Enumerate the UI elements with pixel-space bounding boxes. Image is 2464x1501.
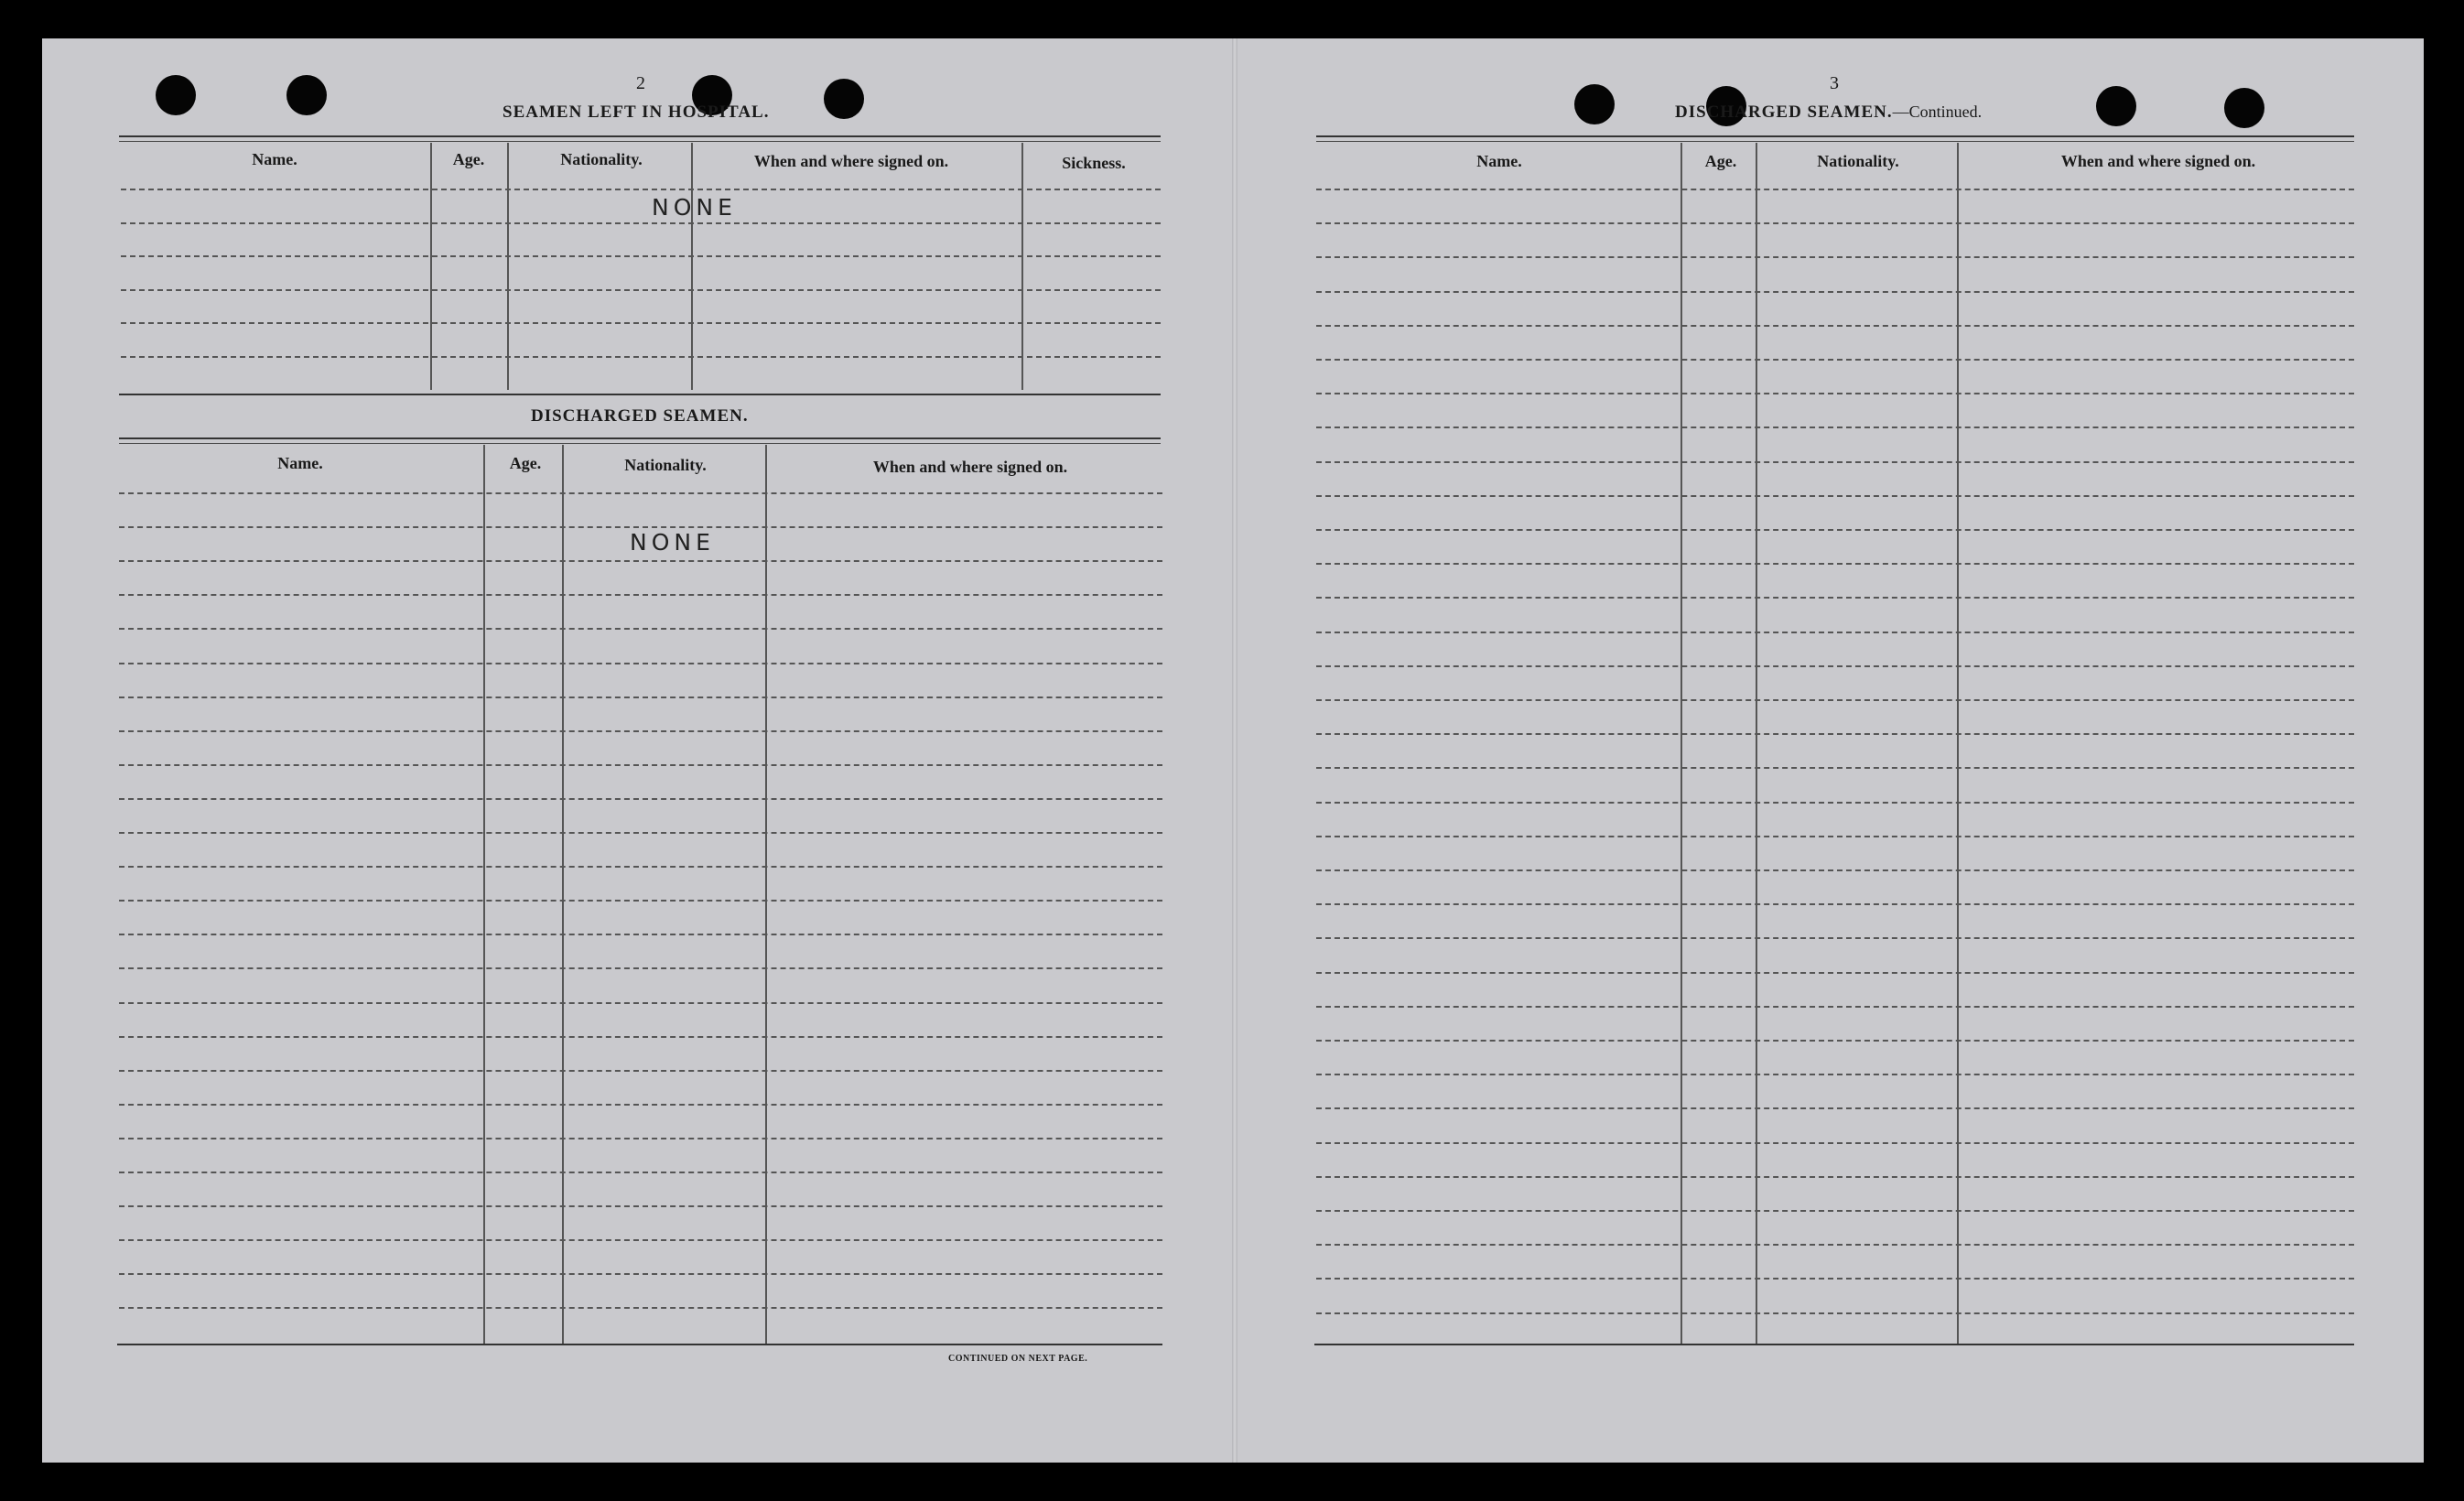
ledger-line [119,900,1162,902]
punch-hole [286,75,327,115]
ledger-line [119,1205,1162,1207]
ledger-line [121,189,1161,190]
ledger-line [119,492,1162,494]
ledger-line [1316,1244,2354,1246]
ledger-line [1316,427,2354,428]
ledger-line [1316,1312,2354,1314]
page-number: 3 [1830,73,1839,93]
ledger-line [1316,972,2354,974]
ledger-line [119,730,1162,732]
column-divider [691,143,693,390]
ledger-line [119,1070,1162,1072]
column-divider [507,143,509,390]
ledger-line [1316,869,2354,871]
ledger-line [1316,1278,2354,1280]
continued-note: CONTINUED ON NEXT PAGE. [948,1354,1088,1364]
ledger-line [119,1239,1162,1241]
ledger-line [119,1104,1162,1106]
ledger-line [119,764,1162,766]
column-header-sickness: Sickness. [1062,154,1126,172]
ledger-line [119,697,1162,698]
column-header-name: Name. [252,150,297,168]
right-page [1236,38,2424,1463]
column-divider [765,445,767,1344]
discharged-continued-title [1675,103,1982,123]
column-header-age: Age. [509,454,542,472]
table-top-rule [119,135,1161,137]
ledger-line [119,798,1162,800]
column-divider [1021,143,1023,390]
table-bottom-rule [1314,1344,2354,1345]
table-top-rule [119,437,1161,439]
section-title-text: DISCHARGED SEAMEN. [1675,103,1893,122]
ledger-line [121,289,1161,291]
ledger-line [119,832,1162,834]
column-divider [1680,143,1682,1344]
ledger-line [121,322,1161,324]
ledger-line [1316,256,2354,258]
column-header-nationality: Nationality. [1817,152,1899,170]
column-header-name: Name. [1476,152,1522,170]
ledger-line [119,1273,1162,1275]
punch-hole [156,75,196,115]
handwritten-entry: NONE [652,194,737,221]
ledger-line [119,967,1162,969]
ledger-line [119,1036,1162,1038]
ledger-line [1316,1074,2354,1075]
ledger-line [121,222,1161,224]
ledger-line [119,663,1162,664]
column-divider [1756,143,1757,1344]
ledger-line [1316,1006,2354,1008]
column-header-age: Age. [452,150,485,168]
ledger-line [1316,1142,2354,1144]
ledger-line [119,1138,1162,1139]
continued-label: —Continued. [1892,103,1983,121]
ledger-line [119,934,1162,935]
ledger-line [1316,529,2354,531]
page-number: 2 [636,73,645,93]
ledger-line [1316,495,2354,497]
ledger-line [1316,1176,2354,1178]
ledger-line [1316,393,2354,394]
ledger-line [1316,189,2354,190]
ledger-line [119,628,1162,630]
ledger-line [1316,665,2354,667]
ledger-line [119,1002,1162,1004]
column-header-nationality: Nationality. [560,150,643,168]
ledger-line [119,1172,1162,1173]
ledger-line [119,1307,1162,1309]
ledger-line [1316,1040,2354,1042]
ledger-line [1316,222,2354,224]
ledger-line [119,526,1162,528]
ledger-line [1316,802,2354,804]
ledger-line [1316,699,2354,701]
table-top-rule [119,443,1161,444]
hospital-section-title: SEAMEN LEFT IN HOSPITAL. [503,103,770,122]
ledger-line [121,356,1161,358]
handwritten-entry: NONE [630,529,715,556]
ledger-line [119,560,1162,562]
ledger-line [119,866,1162,868]
column-header-signed-on: When and where signed on. [872,458,1068,476]
column-divider [483,445,485,1344]
page-fold [1232,38,1237,1463]
ledger-line [1316,1210,2354,1212]
column-header-signed-on: When and where signed on. [2060,152,2256,170]
section-bottom-rule [119,394,1161,395]
column-divider [430,143,432,390]
ledger-line [1316,1107,2354,1109]
column-divider [562,445,564,1344]
left-page [42,38,1234,1463]
punch-hole [824,79,864,119]
column-header-signed-on: When and where signed on. [753,152,949,170]
punch-hole [1574,84,1615,124]
column-header-nationality: Nationality. [624,456,707,474]
ledger-line [119,594,1162,596]
ledger-line [1316,563,2354,565]
ledger-line [1316,937,2354,939]
ledger-line [1316,903,2354,905]
ledger-line [1316,291,2354,293]
table-top-rule [119,141,1161,142]
discharged-section-title: DISCHARGED SEAMEN. [531,406,749,426]
punch-hole [2096,86,2136,126]
ledger-line [1316,325,2354,327]
punch-hole [2224,88,2264,128]
table-top-rule [1316,141,2354,142]
ledger-line [1316,597,2354,599]
ledger-line [1316,632,2354,633]
ledger-line [121,255,1161,257]
table-top-rule [1316,135,2354,137]
column-divider [1957,143,1959,1344]
ledger-line [1316,359,2354,361]
ledger-line [1316,767,2354,769]
ledger-line [1316,836,2354,837]
ledger-line [1316,461,2354,463]
ledger-line [1316,733,2354,735]
column-header-age: Age. [1704,152,1737,170]
table-bottom-rule [117,1344,1162,1345]
column-header-name: Name. [277,454,323,472]
